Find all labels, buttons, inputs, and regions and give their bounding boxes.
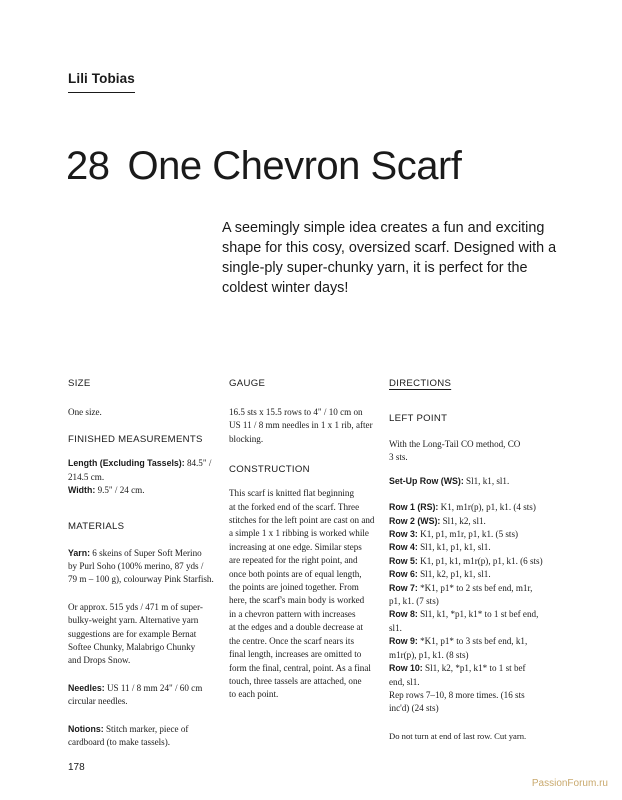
construction-heading: CONSTRUCTION <box>229 464 310 476</box>
construction-text: a simple 1 x 1 ribbing is worked while <box>229 528 369 539</box>
column-gauge-construction <box>229 377 379 702</box>
notions-text: cardboard (to make tassels). <box>68 737 171 748</box>
yarn-label: Yarn: <box>68 547 91 558</box>
row-text: Sl1, k2, *p1, k1* to 1 st bef <box>425 663 526 674</box>
construction-text: increasing at one edge. Similar steps <box>229 541 362 552</box>
row-text-cont: end, sl1. <box>389 676 420 687</box>
row-label: Row 8: <box>389 609 418 620</box>
notions-block <box>68 723 218 750</box>
row-label: Row 2 (WS): <box>389 515 441 526</box>
pattern-row <box>389 528 544 541</box>
directions-heading: DIRECTIONS <box>389 378 452 389</box>
needles-label: Needles: <box>68 682 105 693</box>
notions-line <box>68 723 218 736</box>
construction-text: to each point. <box>229 689 279 700</box>
construction-text: at the edges and a double decrease at <box>229 622 364 633</box>
gauge-text: blocking. <box>229 433 264 444</box>
gauge-text: 16.5 sts x 15.5 rows to 4" / 10 cm on <box>229 407 363 417</box>
construction-block <box>229 487 379 702</box>
row-text-cont: m1r(p), p1, k1. (8 sts) <box>389 649 469 660</box>
row-text: Sl1, k2, sl1. <box>442 515 486 526</box>
left-point-heading: LEFT POINT <box>389 413 448 424</box>
repeat-text: inc'd) (24 sts) <box>389 703 439 714</box>
needles-text: US 11 / 8 mm 24" / 60 cm <box>106 682 203 693</box>
needles-line <box>68 682 218 695</box>
pattern-row <box>389 635 544 648</box>
needles-block <box>68 682 218 709</box>
setup-row-text: Sl1, k1, sl1. <box>466 475 510 486</box>
row-text: K1, m1r(p), p1, k1. (4 sts) <box>440 502 536 513</box>
size-heading: SIZE <box>68 378 91 389</box>
row-label: Row 4: <box>389 542 418 553</box>
yarn-line <box>68 547 218 560</box>
materials-heading: MATERIALS <box>68 520 125 532</box>
length-label: Length (Excluding Tassels): <box>68 458 185 469</box>
cast-on-text: 3 sts. <box>389 452 408 463</box>
page-title <box>66 146 461 186</box>
length-value-a: 84.5" / <box>186 458 212 469</box>
row-text: K1, p1, m1r, p1, k1. (5 sts) <box>420 529 519 540</box>
construction-text: the points are joined together. From <box>229 582 359 593</box>
row-label: Row 6: <box>389 569 418 580</box>
setup-row-label: Set-Up Row (WS): <box>389 475 464 486</box>
row-label: Row 1 (RS): <box>389 502 439 513</box>
row-text: K1, p1, k1, m1r(p), p1, k1. (6 sts) <box>420 555 543 566</box>
alt-yarn-text: Softee Chunky, Malabrigo Chunky <box>68 642 196 653</box>
pattern-row <box>389 515 544 528</box>
construction-text: in a chevron pattern with increases <box>229 608 356 619</box>
width-value: 9.5" / 24 cm. <box>97 485 145 496</box>
cast-on-text: With the Long-Tail CO method, CO <box>389 439 521 449</box>
author-underline <box>68 92 135 93</box>
column-directions <box>389 377 544 743</box>
pattern-row <box>389 568 544 581</box>
row-label: Row 10: <box>389 663 423 674</box>
length-value-b: 214.5 cm. <box>68 471 105 482</box>
gauge-heading: GAUGE <box>229 378 266 389</box>
alt-yarn-text: and Drops Snow. <box>68 655 131 666</box>
yarn-block <box>68 547 218 587</box>
row-text: *K1, p1* to 3 sts bef end, k1, <box>420 636 528 647</box>
setup-row <box>389 475 544 488</box>
row-label: Row 9: <box>389 636 418 647</box>
column-size-materials <box>68 377 218 750</box>
width-label: Width: <box>68 485 96 496</box>
row-text: Sl1, k2, p1, k1, sl1. <box>420 569 491 580</box>
pattern-name: One Chevron Scarf <box>127 144 462 188</box>
watermark: PassionForum.ru <box>531 778 608 789</box>
row-label: Row 5: <box>389 555 418 566</box>
construction-text: final length, increases are omitted to <box>229 649 362 660</box>
construction-text: the centre. Once the scarf nears its <box>229 635 354 646</box>
construction-text: touch, three tassels are attached, one <box>229 675 362 686</box>
page-number: 178 <box>68 762 85 773</box>
cast-on-block <box>389 438 544 465</box>
yarn-text: 6 skeins of Super Soft Merino <box>92 547 202 558</box>
row-text: Sl1, k1, *p1, k1* to 1 st bef end, <box>420 609 539 620</box>
finished-heading: FINISHED MEASUREMENTS <box>68 434 203 446</box>
construction-text: stitches for the left point are cast on and <box>229 515 375 526</box>
notions-label: Notions: <box>68 723 104 734</box>
author-name: Lili Tobias <box>68 71 135 86</box>
construction-text: at the forked end of the scarf. Three <box>229 501 360 512</box>
alt-yarn-block <box>68 601 218 668</box>
pattern-row <box>389 582 544 595</box>
yarn-text: 79 m – 100 g), colourway Pink Starfish. <box>68 574 214 585</box>
pattern-row <box>389 608 544 621</box>
row-text: Sl1, k1, p1, k1, sl1. <box>420 542 491 553</box>
needles-text: circular needles. <box>68 696 128 707</box>
alt-yarn-text: bulky-weight yarn. Alternative yarn <box>68 615 199 626</box>
intro-paragraph: A seemingly simple idea creates a fun and exciting shape for this cosy, oversized scarf. Designed with a single-ply super-chunky yarn, it is perfect for the coldest winter days! <box>222 220 557 296</box>
pattern-row <box>389 555 544 568</box>
alt-yarn-text: Or approx. 515 yds / 471 m of super- <box>68 601 203 612</box>
pattern-row <box>389 541 544 554</box>
pattern-row <box>389 501 544 514</box>
size-text: One size. <box>68 407 102 417</box>
yarn-text: by Purl Soho (100% merino, 87 yds / <box>68 561 204 572</box>
construction-text: here, the scarf's main body is worked <box>229 595 365 606</box>
alt-yarn-text: suggestions are for example Bernat <box>68 628 197 639</box>
row-text-cont: sl1. <box>389 622 402 633</box>
construction-text: are repeated for the right point, and <box>229 555 358 566</box>
gauge-block <box>229 406 379 446</box>
construction-text: once both points are of equal length, <box>229 568 362 579</box>
length-line <box>68 457 218 470</box>
rows-block <box>389 501 544 716</box>
row-label: Row 3: <box>389 529 418 540</box>
pattern-number: 28 <box>66 144 110 188</box>
notions-text: Stitch marker, piece of <box>105 723 189 734</box>
row-label: Row 7: <box>389 582 418 593</box>
pattern-row <box>389 662 544 675</box>
construction-text: This scarf is knitted flat beginning <box>229 488 355 499</box>
construction-text: form the final, central, point. As a final <box>229 662 371 673</box>
gauge-text: US 11 / 8 mm needles in 1 x 1 rib, after <box>229 420 373 431</box>
row-text-cont: p1, k1. (7 sts) <box>389 596 439 607</box>
repeat-text: Rep rows 7–10, 8 more times. (16 sts <box>389 689 525 700</box>
width-line <box>68 484 218 497</box>
row-text: *K1, p1* to 2 sts bef end, m1r, <box>420 582 533 593</box>
final-instruction: Do not turn at end of last row. Cut yarn. <box>389 730 527 741</box>
